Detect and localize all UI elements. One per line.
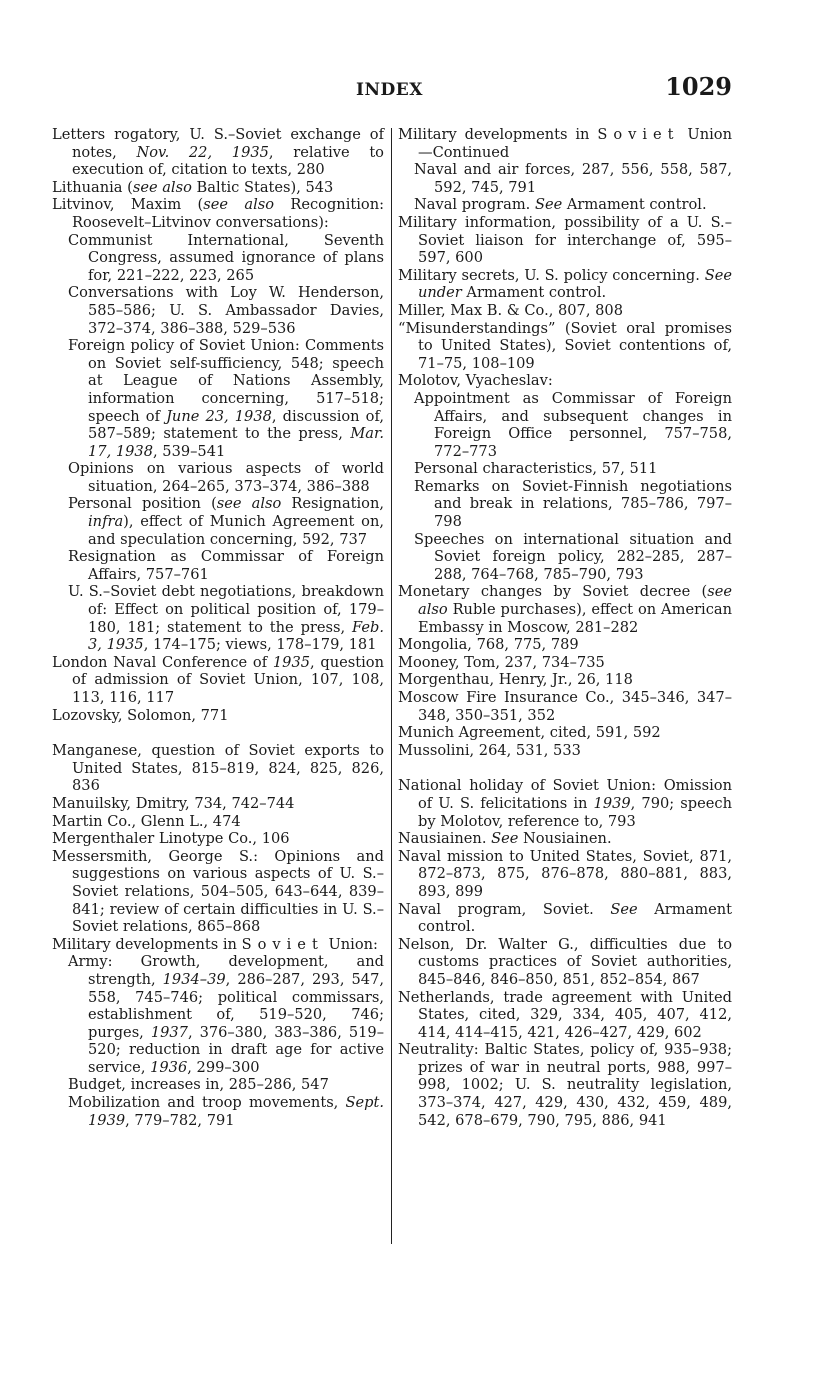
- index-entry: Martin Co., Glenn L., 474: [52, 812, 241, 830]
- index-subentry: Personal characteristics, 57, 511: [414, 460, 658, 478]
- index-entry: Military developments in Soviet Union—Continued: [398, 126, 732, 161]
- index-entry: Messersmith, George S.: Opinions and suggestions on various aspects of U. S.–Soviet relations, 504–505, 643–644, 839–841; review of certain difficulties in U. S.–Soviet relations, 865–868: [52, 847, 384, 936]
- index-subentry: Personal position (see also Resignation, infra), effect of Munich Agreement on, and speculation concerning, 592, 737: [68, 495, 384, 548]
- index-entry: National holiday of Soviet Union: Omission of U. S. felicitations in 1939, 790; speech by Molotov, reference to, 793: [398, 777, 732, 830]
- index-entry: Morgenthau, Henry, Jr., 26, 118: [398, 671, 633, 689]
- index-subentry: Mobilization and troop movements, Sept. 1939, 779–782, 791: [68, 1094, 384, 1129]
- index-entry: Naval mission to United States, Soviet, 871, 872–873, 875, 876–878, 880–881, 883, 893, 899: [398, 847, 732, 900]
- index-entry: Mooney, Tom, 237, 734–735: [398, 653, 605, 671]
- index-entry: Mussolini, 264, 531, 533: [398, 741, 581, 759]
- index-entry: Munich Agreement, cited, 591, 592: [398, 724, 661, 742]
- index-entry: Monetary changes by Soviet decree (see also Ruble purchases), effect on American Embassy in Moscow, 281–282: [398, 583, 732, 636]
- index-entry: “Misunderstandings” (Soviet oral promises to United States), Soviet contentions of, 71–75, 108–109: [398, 319, 732, 372]
- index-entry: Military secrets, U. S. policy concerning. See under Armament control.: [398, 266, 732, 302]
- index-entry: Manuilsky, Dmitry, 734, 742–744: [52, 794, 295, 812]
- index-entry: Miller, Max B. & Co., 807, 808: [398, 301, 623, 319]
- index-entry: Military developments in Soviet Union:: [52, 935, 378, 953]
- letter-gap: [52, 724, 384, 742]
- running-head: INDEX: [356, 80, 423, 100]
- index-subentry: Conversations with Loy W. Henderson, 585–586; U. S. Ambassador Davies, 372–374, 386–388, 529–536: [68, 284, 384, 337]
- index-subentry: Naval and air forces, 287, 556, 558, 587, 592, 745, 791: [414, 161, 732, 196]
- index-subentry: Speeches on international situation and Soviet foreign policy, 282–285, 287–288, 764–768, 785–790, 793: [414, 530, 732, 583]
- letter-gap: [398, 759, 732, 777]
- right-column: [398, 126, 732, 1129]
- index-entry: Manganese, question of Soviet exports to United States, 815–819, 824, 825, 826, 836: [52, 742, 384, 795]
- index-subentry: Opinions on various aspects of world situation, 264–265, 373–374, 386–388: [68, 460, 384, 495]
- index-entry: Military information, possibility of a U. S.–Soviet liaison for interchange of, 595–597, 600: [398, 213, 732, 267]
- index-entry: Nelson, Dr. Walter G., difficulties due to customs practices of Soviet authorities, 845–846, 846–850, 851, 852–854, 867: [398, 935, 732, 988]
- index-entry: Naval program, Soviet. See Armament control.: [398, 900, 733, 936]
- index-entry: Neutrality: Baltic States, policy of, 935–938; prizes of war in neutral ports, 988, 997–998, 1002; U. S. neutrality legislation, 373–374, 427, 429, 430, 432, 459, 489, 542, 678–679, 790, 795, 886, 941: [398, 1041, 732, 1129]
- index-subentry: Appointment as Commissar of Foreign Affairs, and subsequent changes in Foreign Office personnel, 757–758, 772–773: [414, 389, 732, 460]
- index-subentry: Foreign policy of Soviet Union: Comments on Soviet self-sufficiency, 548; speech at League of Nations Assembly, information concerning, 517–518; speech of June 23, 1938, discussion of, 587–589; statement to the press, Mar. 17, 1938, 539–541: [68, 337, 384, 460]
- index-subentry: Naval program. See Armament control.: [414, 196, 707, 214]
- index-entry: Moscow Fire Insurance Co., 345–346, 347–348, 350–351, 352: [398, 689, 732, 724]
- index-subentry: Resignation as Commissar of Foreign Affairs, 757–761: [68, 548, 384, 583]
- index-entry: Netherlands, trade agreement with United States, cited, 329, 334, 405, 407, 412, 414, 414–415, 421, 426–427, 429, 602: [398, 988, 732, 1041]
- index-entry: Mongolia, 768, 775, 789: [398, 636, 579, 654]
- index-subentry: Budget, increases in, 285–286, 547: [68, 1076, 329, 1094]
- index-entry: Litvinov, Maxim (see also Recognition: Roosevelt–Litvinov conversations):: [52, 196, 385, 231]
- page-header: [48, 72, 732, 112]
- index-entry: Molotov, Vyacheslav:: [398, 372, 553, 390]
- left-column: [52, 126, 384, 1129]
- index-entry: London Naval Conference of 1935, question of admission of Soviet Union, 107, 108, 113, 116, 117: [52, 653, 384, 706]
- index-subentry: Communist International, Seventh Congress, assumed ignorance of plans for, 221–222, 223, 265: [68, 231, 384, 284]
- index-entry: Lozovsky, Solomon, 771: [52, 706, 229, 724]
- index-entry: Letters rogatory, U. S.–Soviet exchange of notes, Nov. 22, 1935, relative to execution of, citation to texts, 280: [52, 126, 384, 179]
- index-subentry: U. S.–Soviet debt negotiations, breakdown of: Effect on political position of, 179–180, 181; statement to the press, Feb. 3, 1935, 174–175; views, 178–179, 181: [68, 583, 384, 654]
- index-entry: Nausiainen. See Nousiainen.: [398, 830, 612, 848]
- index-subentry: Remarks on Soviet-Finnish negotiations and break in relations, 785–786, 797–798: [414, 477, 732, 531]
- page-number: 1029: [665, 72, 732, 101]
- index-entry: Lithuania (see also Baltic States), 543: [52, 178, 334, 196]
- index-subentry: Army: Growth, development, and strength, 1934–39, 286–287, 293, 547, 558, 745–746; political commissars, establishment of, 519–520, 746; purges, 1937, 376–380, 383–386, 519–520; reduction in draft age for active service, 1936, 299–300: [68, 953, 384, 1076]
- column-divider: [391, 128, 392, 1244]
- index-entry: Mergenthaler Linotype Co., 106: [52, 830, 290, 848]
